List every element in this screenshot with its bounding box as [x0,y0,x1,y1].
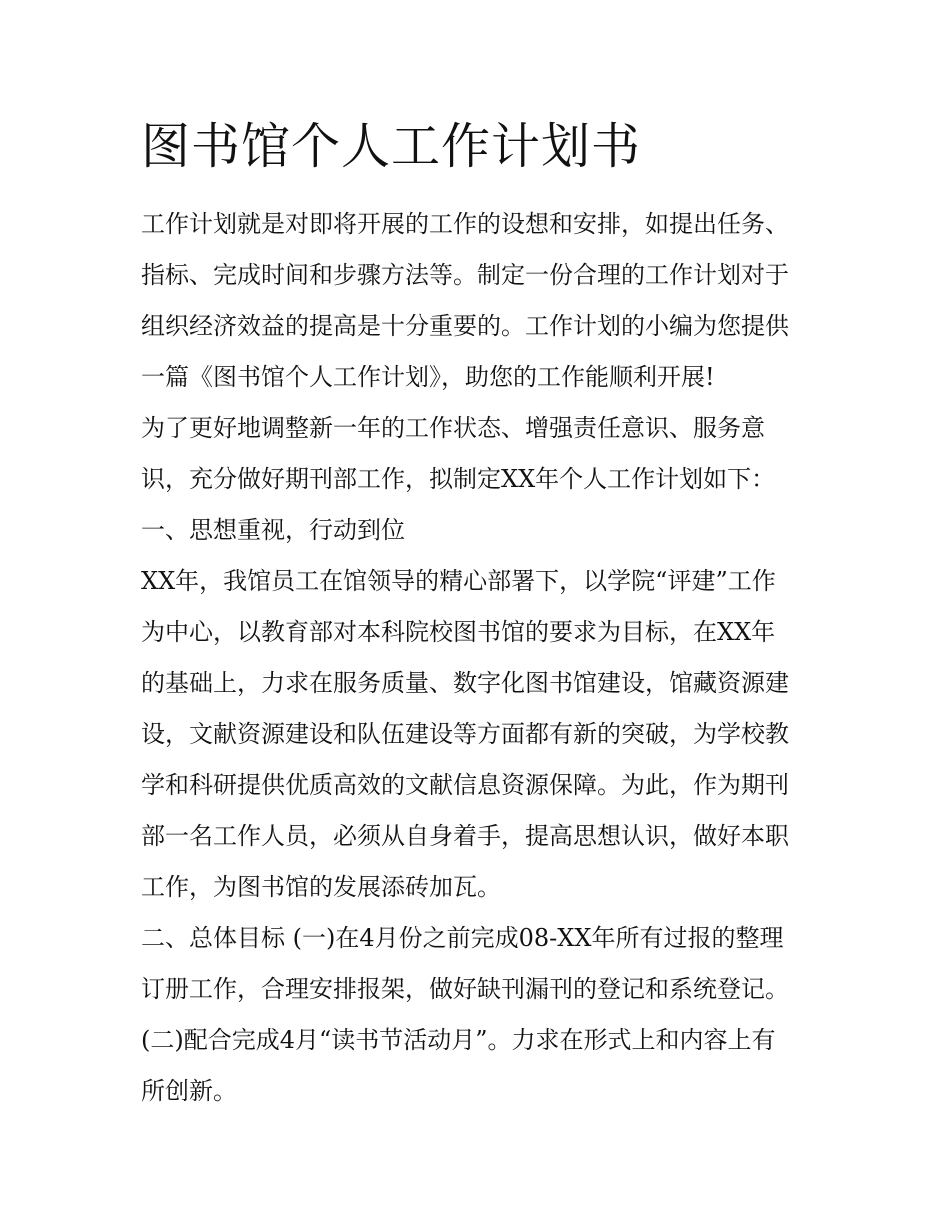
paragraph-line: 一篇《图书馆个人工作计划》，助您的工作能顺利开展! [141,363,715,391]
paragraph-line: (二)配合完成4月“读书节活动月”。力求在形式上和内容上有 [141,1026,776,1054]
document-title: 图书馆个人工作计划书 [141,118,642,175]
paragraph-line: XX年，我馆员工在馆领导的精心部署下，以学院“评建”工作 [141,567,776,595]
paragraph-line: 工作计划就是对即将开展的工作的设想和安排，如提出任务、 [141,210,789,238]
paragraph-line: 组织经济效益的提高是十分重要的。工作计划的小编为您提供 [141,312,789,340]
paragraph-line: 识，充分做好期刊部工作，拟制定XX年个人工作计划如下： [141,465,776,493]
section-heading: 一、思想重视，行动到位 [141,516,405,544]
paragraph-line: 为中心，以教育部对本科院校图书馆的要求为目标，在XX年 [141,618,776,646]
paragraph-line: 学和科研提供优质高效的文献信息资源保障。为此，作为期刊 [141,771,789,799]
paragraph-line: 为了更好地调整新一年的工作状态、增强责任意识、服务意 [141,414,765,442]
paragraph-line: 工作，为图书馆的发展添砖加瓦。 [141,873,501,901]
paragraph-line: 设，文献资源建设和队伍建设等方面都有新的突破，为学校教 [141,720,789,748]
section-heading: 二、总体目标 (一)在4月份之前完成08-XX年所有过报的整理 [141,924,784,952]
paragraph-line: 订册工作，合理安排报架，做好缺刊漏刊的登记和系统登记。 [141,975,789,1003]
paragraph-line: 的基础上，力求在服务质量、数字化图书馆建设，馆藏资源建 [141,669,789,697]
paragraph-line: 部一名工作人员，必须从自身着手，提高思想认识，做好本职 [141,822,789,850]
paragraph-line: 所创新。 [141,1077,237,1105]
paragraph-line: 指标、完成时间和步骤方法等。制定一份合理的工作计划对于 [141,261,789,289]
